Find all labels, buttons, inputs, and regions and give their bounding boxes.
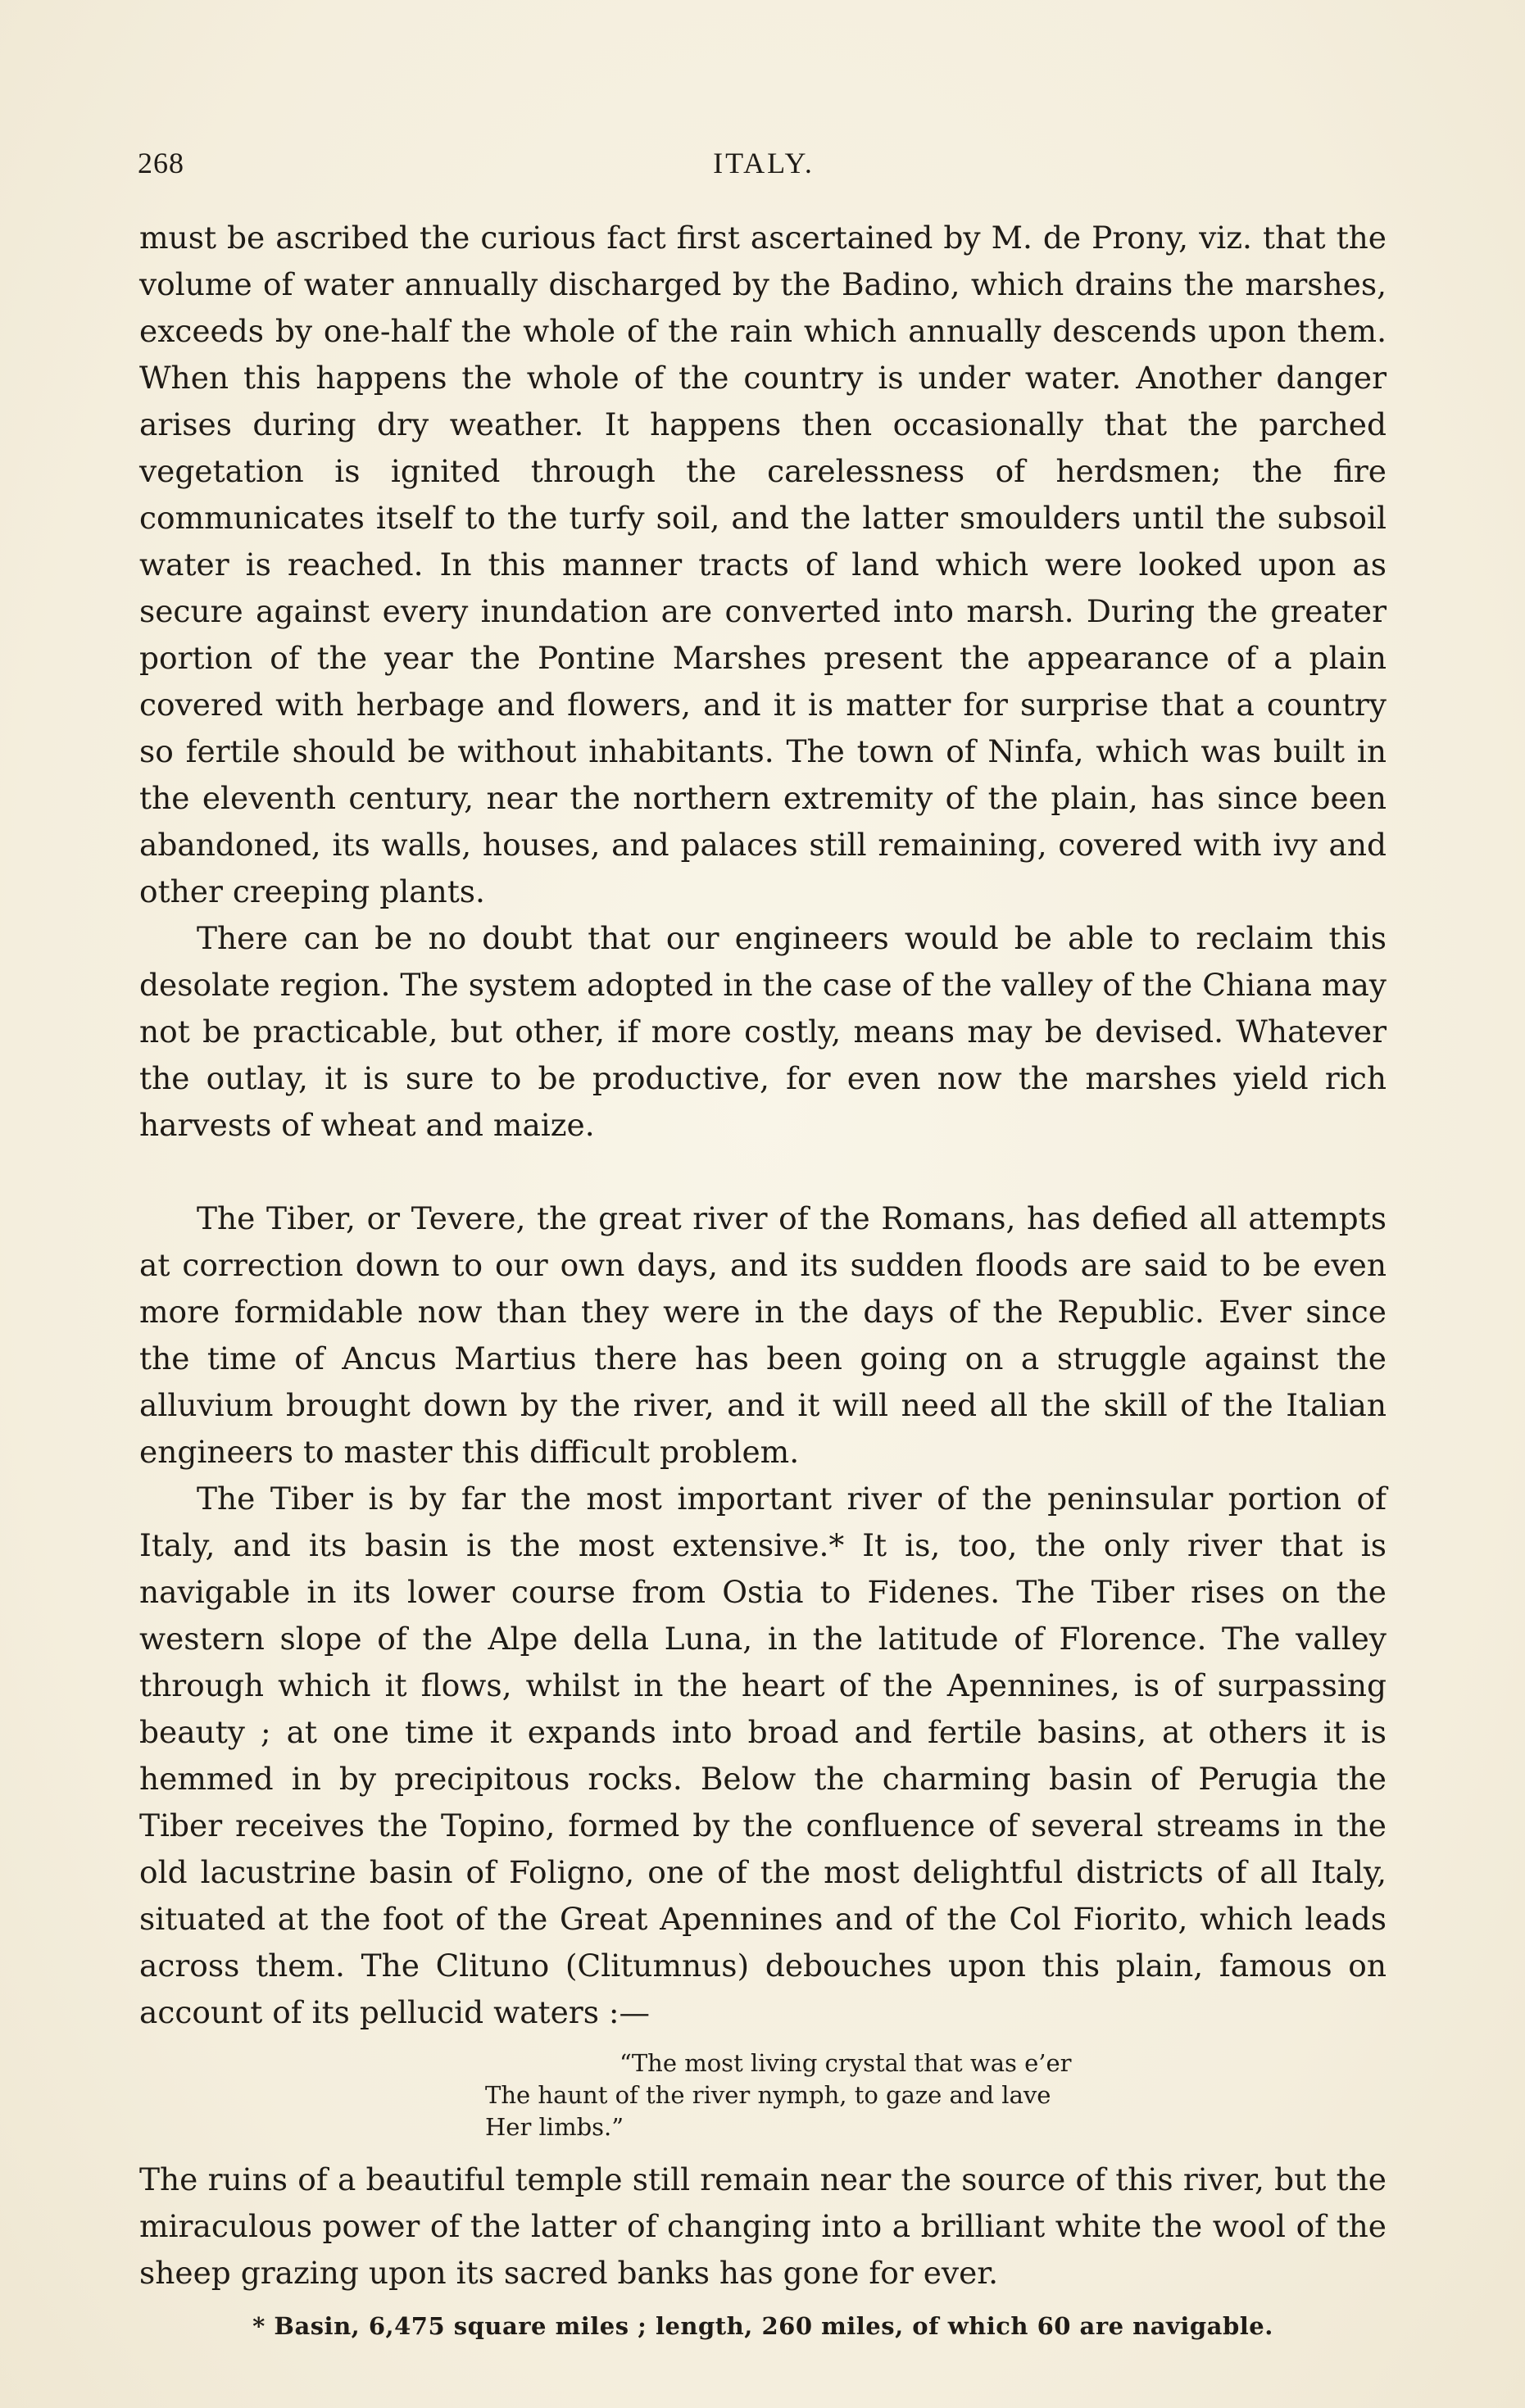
footnote: * Basin, 6,475 square miles ; length, 260 miles, of which 60 are navigable. [252, 2312, 1273, 2340]
verse-line: “The most living crystal that was e’er [620, 2049, 1072, 2077]
paragraph-reclaim-region: There can be no doubt that our engineers would be able to reclaim this desolate region. The system adopted in the case of the valley of the Chiana may not be practicable, but other, if more costly, means may be devised. Whatever the outlay, it is sure to be productive, for even now the marshes yield rich harvests of wheat and maize. [139, 920, 1387, 1143]
section-break [139, 1149, 1387, 1195]
page-header [138, 146, 1390, 195]
paragraph-temple-ruins: The ruins of a beautiful temple still remain near the source of this river, but the miraculous power of the latter of changing into a brilliant white the wool of the sheep grazing upon its sacred banks has gone for ever. [139, 2161, 1387, 2291]
running-title: ITALY. [713, 147, 815, 179]
paragraph-tiber-intro: The Tiber, or Tevere, the great river of the Romans, has defied all attempts at correction down to our own days, and its sudden floods are said to be even more formidable now than they were in the days of the Republic. Ever since the time of Ancus Martius there has been going on a struggle against the alluvium brought down by the river, and it will need all the skill of the Italian engineers to master this difficult problem. [139, 1200, 1387, 1470]
page-number: 268 [138, 147, 184, 179]
paragraph-pontine-marshes: must be ascribed the curious fact first ascertained by M. de Prony, viz. that the volume of water annually discharged by the Badino, which drains the marshes, exceeds by one-half the whole of the rain which annually descends upon them. When this happens the whole of the country is under water. Another danger arises during dry weather. It happens then occasionally that the parched vegetation is ignited through the carelessness of herdsmen; the fire communicates itself to the turfy soil, and the latter smoulders until the subsoil water is reached. In this manner tracts of land which were looked upon as secure against every inundation are converted into marsh. During the greater portion of the year the Pontine Marshes present the appearance of a plain covered with herbage and flowers, and it is matter for surprise that a country so fertile should be without inhabitants. The town of Ninfa, which was built in the eleventh century, near the northern extremity of the plain, has since been abandoned, its walls, houses, and palaces still remaining, covered with ivy and other creeping plants. [139, 220, 1387, 909]
verse-line: The haunt of the river nymph, to gaze and lave [485, 2081, 1051, 2109]
paragraph-tiber-course: The Tiber is by far the most important river of the peninsular portion of Italy, and its basin is the most extensive.* It is, too, the only river that is navigable in its lower course from Ostia to Fidenes. The Tiber rises on the western slope of the Alpe della Luna, in the latitude of Florence. The valley through which it flows, whilst in the heart of the Apennines, is of surpassing beauty ; at one time it expands into broad and fertile basins, at others it is hemmed in by precipitous rocks. Below the charming basin of Perugia the Tiber receives the Topino, formed by the confluence of several streams in the old lacustrine basin of Foligno, one of the most delightful districts of all Italy, situated at the foot of the Great Apennines and of the Col Fiorito, which leads across them. The Clituno (Clitumnus) debouches upon this plain, famous on account of its pellucid waters :— [139, 1481, 1387, 2030]
body-text [139, 215, 1387, 2342]
verse-line: Her limbs.” [485, 2113, 624, 2141]
verse-quotation [485, 2047, 1387, 2143]
